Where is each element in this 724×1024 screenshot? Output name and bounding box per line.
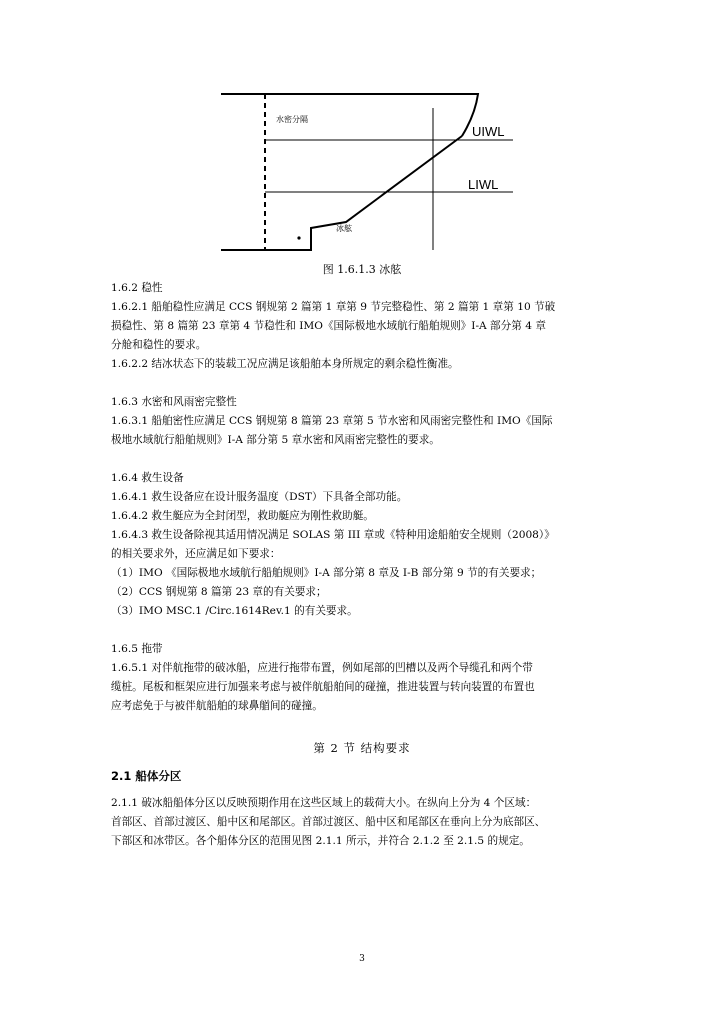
figure-caption: 图 1.6.1.3 冰舷: [322, 263, 402, 276]
section-heading: 第 2 节 结构要求: [313, 741, 411, 755]
ice-knife-diagram: [218, 88, 518, 258]
text-line: 1.6.5 拖带: [111, 643, 163, 655]
text-line: 极地水域航行船舶规则》I-A 部分第 5 章水密和风雨密完整性的要求。: [111, 434, 440, 446]
figure-ice-knife: [218, 88, 518, 258]
text-line: 1.6.2.2 结冰状态下的装载工况应满足该船舶本身所规定的剩余稳性衡准。: [111, 358, 459, 370]
page-number: 3: [359, 954, 365, 964]
text-line: 的相关要求外，还应满足如下要求：: [111, 548, 281, 560]
text-line: 2.1.1 破冰船船体分区以反映预期作用在这些区域上的载荷大小。在纵向上分为 4 个区域：: [111, 797, 537, 809]
subsection-heading: 2.1 船体分区: [111, 769, 182, 783]
label-liwl: LIWL: [468, 177, 499, 192]
text-line: 1.6.4.3 救生设备除视其适用情况满足 SOLAS 第 III 章或《特种用途船舶安全规则（2008）》: [111, 529, 555, 541]
text-line: 应考虑免于与被伴航船舶的球鼻艏间的碰撞。: [111, 700, 323, 712]
text-line: 缆桩。尾板和框架应进行加强来考虑与被伴航船舶间的碰撞，推进装置与转向装置的布置也: [111, 681, 535, 693]
text-line: 分舱和稳性的要求。: [111, 339, 207, 351]
deck-and-bow-line: [221, 94, 478, 136]
label-ice-knife: 冰舷: [336, 224, 352, 233]
text-line: 1.6.4.2 救生艇应为全封闭型，救助艇应为刚性救助艇。: [111, 510, 374, 522]
text-line: 1.6.3.1 船舶密性应满足 CCS 钢规第 8 篇第 23 章第 5 节水密和风雨密完整性和 IMO《国际: [111, 415, 553, 427]
text-line: 1.6.2 稳性: [111, 282, 163, 294]
text-line: 下部区和冰带区。各个船体分区的范围见图 2.1.1 所示，并符合 2.1.2 至 2.1.5 的规定。: [111, 835, 530, 847]
text-line: 损稳性、第 8 篇第 23 章第 4 节稳性和 IMO《国际极地水域航行船舶规则》I-A 部分第 4 章: [111, 320, 546, 332]
text-line: 1.6.2.1 船舶稳性应满足 CCS 钢规第 2 篇第 1 章第 9 节完整稳性、第 2 篇第 1 章第 10 节破: [111, 301, 556, 313]
label-uiwl: UIWL: [472, 124, 505, 139]
ice-knife-pointer-dot: [297, 236, 300, 239]
text-line: 1.6.5.1 对伴航拖带的破冰船，应进行拖带布置，例如尾部的凹槽以及两个导缆孔和两个带: [111, 662, 533, 674]
text-line: （1）IMO 《国际极地水域航行船舶规则》I-A 部分第 8 章及 I-B 部分第 9 节的有关要求；: [111, 567, 542, 579]
text-line: （2）CCS 钢规第 8 篇第 23 章的有关要求；: [111, 586, 327, 598]
text-line: 1.6.4 救生设备: [111, 472, 184, 484]
label-bulkhead: 水密分隔: [276, 115, 308, 124]
text-line: 1.6.3 水密和风雨密完整性: [111, 396, 237, 408]
text-line: 首部区、首部过渡区、船中区和尾部区。首部过渡区、船中区和尾部区在垂向上分为底部区、: [111, 816, 546, 828]
text-line: （3）IMO MSC.1 /Circ.1614Rev.1 的有关要求。: [111, 605, 358, 617]
text-line: 1.6.4.1 救生设备应在设计服务温度（DST）下具备全部功能。: [111, 491, 408, 503]
